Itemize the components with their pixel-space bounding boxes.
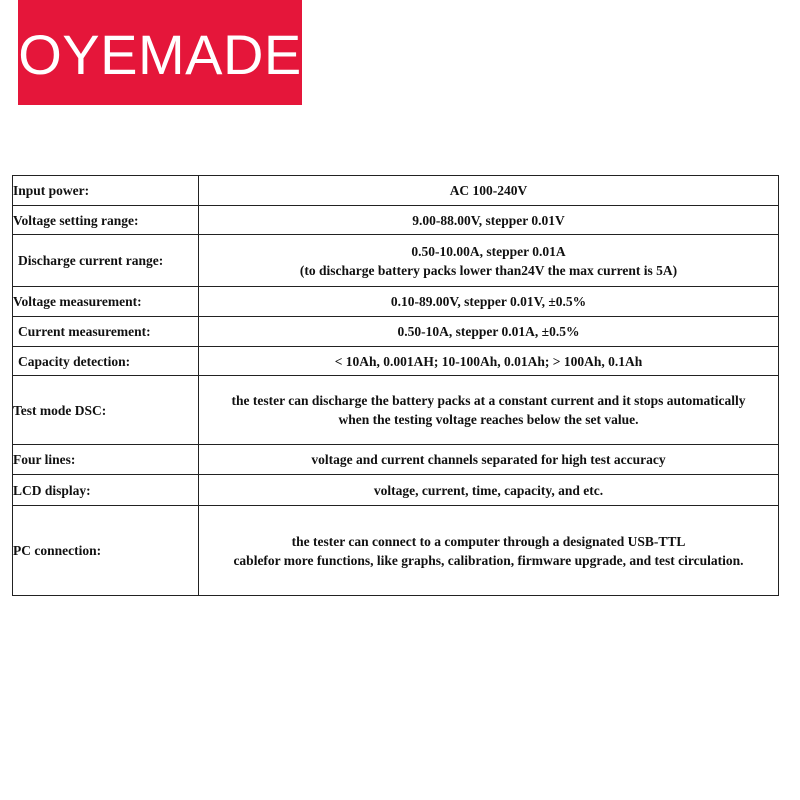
spec-label: Current measurement: xyxy=(13,317,199,347)
spec-value-line: AC 100-240V xyxy=(449,183,528,198)
table-row xyxy=(13,287,779,317)
spec-value-line: voltage and current channels separated for high test accuracy xyxy=(311,452,666,467)
table-row xyxy=(13,206,779,235)
spec-value-line: 9.00-88.00V, stepper 0.01V xyxy=(412,212,565,228)
spec-label: Test mode DSC: xyxy=(13,376,199,445)
spec-value-line: < 10Ah, 0.001AH; 10-100Ah, 0.01Ah; > 100Ah, 0.1Ah xyxy=(334,353,643,369)
spec-value-line: the tester can discharge the battery packs at a constant current and it stops automatically xyxy=(231,393,746,408)
spec-label: Voltage setting range: xyxy=(13,206,199,235)
spec-value-line: 0.50-10A, stepper 0.01A, ±0.5% xyxy=(397,324,580,339)
spec-value xyxy=(199,287,779,317)
spec-value xyxy=(199,206,779,235)
spec-value xyxy=(199,475,779,506)
table-row xyxy=(13,317,779,347)
table-row xyxy=(13,445,779,475)
brand-logo xyxy=(18,0,302,105)
spec-value xyxy=(199,347,779,376)
spec-value-line: the tester can connect to a computer through a designated USB-TTL xyxy=(291,533,686,549)
spec-value xyxy=(199,445,779,475)
spec-label: Capacity detection: xyxy=(13,347,199,376)
spec-value-line: when the testing voltage reaches below the set value. xyxy=(338,412,639,427)
brand-name: OYEMADE xyxy=(18,23,302,86)
spec-label: Discharge current range: xyxy=(13,235,199,287)
spec-label: Four lines: xyxy=(13,445,199,475)
table-row xyxy=(13,475,779,506)
spec-table xyxy=(12,175,779,596)
table-row xyxy=(13,376,779,445)
spec-value-line: (to discharge battery packs lower than24V the max current is 5A) xyxy=(299,262,678,278)
spec-value xyxy=(199,176,779,206)
spec-value xyxy=(199,235,779,287)
spec-value-line: 0.10-89.00V, stepper 0.01V, ±0.5% xyxy=(390,294,587,309)
table-row xyxy=(13,347,779,376)
table-row xyxy=(13,235,779,287)
spec-label: LCD display: xyxy=(13,475,199,506)
spec-label: PC connection: xyxy=(13,506,199,596)
spec-value xyxy=(199,376,779,445)
table-row xyxy=(13,506,779,596)
table-row xyxy=(13,176,779,206)
spec-value xyxy=(199,317,779,347)
spec-value-line: 0.50-10.00A, stepper 0.01A xyxy=(411,243,566,259)
spec-label: Input power: xyxy=(13,176,199,206)
spec-value-line: voltage, current, time, capacity, and etc. xyxy=(373,482,604,498)
spec-label: Voltage measurement: xyxy=(13,287,199,317)
spec-value-line: cablefor more functions, like graphs, calibration, firmware upgrade, and test circulation. xyxy=(233,552,744,568)
spec-value xyxy=(199,506,779,596)
